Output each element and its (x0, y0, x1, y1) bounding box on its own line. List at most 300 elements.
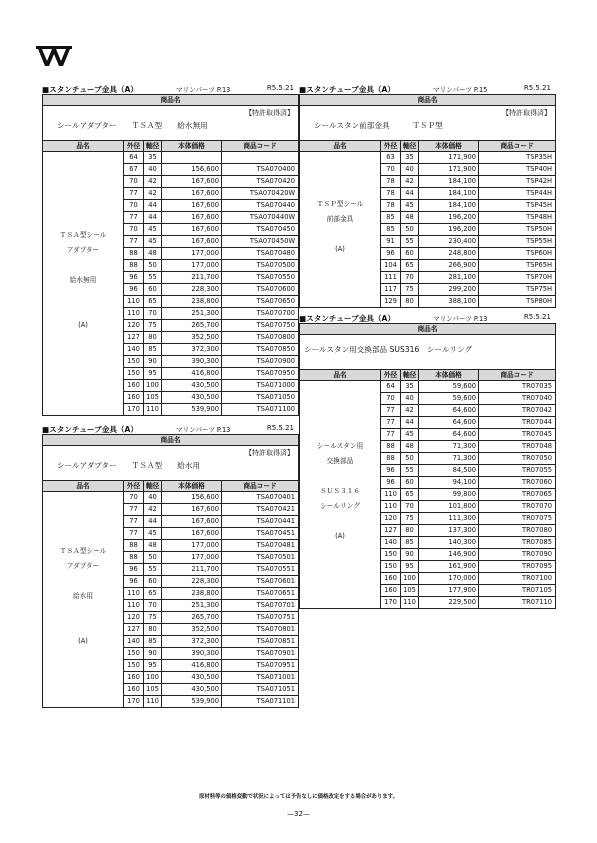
product-code: TSA071050 (222, 392, 299, 404)
price: 248,800 (419, 248, 479, 260)
product-code: TR07065 (479, 489, 556, 501)
price: 161,900 (419, 561, 479, 573)
price: 167,600 (162, 188, 222, 200)
product-code: TSP48H (479, 212, 556, 224)
shaft-diameter: 42 (401, 176, 419, 188)
outer-diameter: 160 (124, 380, 144, 392)
shaft-diameter: 50 (144, 552, 162, 564)
price: 111,300 (419, 513, 479, 525)
outer-diameter: 150 (381, 561, 401, 573)
price-table (299, 323, 556, 609)
price: 390,300 (162, 356, 222, 368)
product-code: TSA070950 (222, 368, 299, 380)
price: 352,500 (162, 624, 222, 636)
product-code: TR07055 (479, 465, 556, 477)
price: 211,700 (162, 272, 222, 284)
col-header-name: 品名 (43, 481, 124, 492)
col-header-price: 本体価格 (419, 141, 479, 152)
outer-diameter: 85 (381, 224, 401, 236)
outer-diameter: 140 (124, 636, 144, 648)
outer-diameter: 78 (381, 188, 401, 200)
product-code: TSP45H (479, 200, 556, 212)
patent-label: 【特許取得済】 (245, 449, 295, 457)
shaft-diameter: 60 (144, 576, 162, 588)
outer-diameter: 127 (124, 624, 144, 636)
outer-diameter: 110 (124, 308, 144, 320)
product-code: TSA070500 (222, 260, 299, 272)
outer-diameter: 88 (124, 248, 144, 260)
shaft-diameter: 45 (144, 236, 162, 248)
price: 177,000 (162, 260, 222, 272)
product-code: TSP44H (479, 188, 556, 200)
outer-diameter: 85 (381, 212, 401, 224)
shaft-diameter: 80 (401, 525, 419, 537)
price: 390,300 (162, 648, 222, 660)
group-line: (A) (335, 244, 345, 253)
product-code: TR07045 (479, 429, 556, 441)
product-name-header: 商品名 (300, 95, 556, 106)
outer-diameter: 160 (381, 585, 401, 597)
catalog-ref: マリンパーツ P.13 (176, 86, 231, 94)
product-code: TSP55H (479, 236, 556, 248)
outer-diameter: 96 (381, 477, 401, 489)
product-code: TSP50H (479, 224, 556, 236)
price: 84,500 (419, 465, 479, 477)
product-code: TSP60H (479, 248, 556, 260)
col-header-code: 商品コード (479, 370, 556, 381)
table-row (43, 152, 299, 164)
price: 146,900 (419, 549, 479, 561)
product-name-header: 商品名 (43, 95, 299, 106)
col-header-code: 商品コード (222, 141, 299, 152)
product-code: TSA071000 (222, 380, 299, 392)
product-code: TR07075 (479, 513, 556, 525)
col-header-code: 商品コード (222, 481, 299, 492)
shaft-diameter: 42 (401, 405, 419, 417)
col-header-name: 品名 (43, 141, 124, 152)
product-code: TR07105 (479, 585, 556, 597)
outer-diameter: 110 (124, 296, 144, 308)
price: 167,600 (162, 528, 222, 540)
group-line (45, 306, 121, 321)
shaft-diameter: 50 (144, 260, 162, 272)
shaft-diameter: 85 (401, 537, 419, 549)
price: 71,300 (419, 441, 479, 453)
product-description (43, 446, 299, 481)
outer-diameter: 88 (381, 453, 401, 465)
col-header-shaft: 軸径 (144, 141, 162, 152)
product-code: TSA071001 (222, 672, 299, 684)
outer-diameter: 88 (381, 441, 401, 453)
shaft-diameter: 42 (144, 176, 162, 188)
price: 430,500 (162, 380, 222, 392)
shaft-diameter: 50 (401, 453, 419, 465)
price: 228,300 (162, 576, 222, 588)
price: 196,200 (419, 224, 479, 236)
product-code: TR07042 (479, 405, 556, 417)
outer-diameter: 77 (381, 429, 401, 441)
outer-diameter: 170 (124, 404, 144, 416)
group-line: シールスタン用 (316, 442, 364, 450)
group-line (45, 607, 121, 622)
shaft-diameter: 70 (401, 272, 419, 284)
product-desc-text: シールスタン用交換部品 SUS316 シールリング (304, 345, 473, 354)
price: 228,300 (162, 284, 222, 296)
outer-diameter: 64 (381, 381, 401, 393)
price: 265,700 (162, 612, 222, 624)
price: 430,500 (162, 392, 222, 404)
catalog-ref: マリンパーツ P.13 (176, 426, 231, 434)
shaft-diameter: 44 (401, 417, 419, 429)
outer-diameter: 70 (381, 164, 401, 176)
price: 196,200 (419, 212, 479, 224)
product-code (222, 152, 299, 164)
shaft-diameter: 40 (401, 393, 419, 405)
outer-diameter: 160 (124, 672, 144, 684)
price: 539,900 (162, 404, 222, 416)
product-code: TSA070650 (222, 296, 299, 308)
outer-diameter: 117 (381, 284, 401, 296)
shaft-diameter: 80 (144, 332, 162, 344)
price: 177,000 (162, 540, 222, 552)
outer-diameter: 160 (381, 573, 401, 585)
outer-diameter: 110 (124, 600, 144, 612)
product-code: TSA071100 (222, 404, 299, 416)
shaft-diameter: 65 (401, 260, 419, 272)
shaft-diameter: 110 (401, 597, 419, 609)
shaft-diameter: 85 (144, 636, 162, 648)
col-header-name: 品名 (300, 370, 381, 381)
outer-diameter: 67 (124, 164, 144, 176)
group-line (45, 291, 121, 306)
outer-diameter: 110 (381, 489, 401, 501)
outer-diameter: 77 (124, 516, 144, 528)
outer-diameter: 150 (124, 660, 144, 672)
price: 167,600 (162, 504, 222, 516)
product-code: TSA070600 (222, 284, 299, 296)
price: 372,300 (162, 344, 222, 356)
shaft-diameter: 90 (144, 356, 162, 368)
group-line (302, 230, 378, 245)
outer-diameter: 88 (124, 540, 144, 552)
shaft-diameter: 70 (144, 600, 162, 612)
product-code: TSA070450 (222, 224, 299, 236)
outer-diameter: 110 (381, 501, 401, 513)
outer-diameter: 140 (381, 537, 401, 549)
col-header-name: 品名 (300, 141, 381, 152)
shaft-diameter: 42 (144, 504, 162, 516)
product-code: TR07044 (479, 417, 556, 429)
section-header (42, 424, 298, 434)
price: 352,500 (162, 332, 222, 344)
shaft-diameter: 65 (144, 588, 162, 600)
product-code: TSP42H (479, 176, 556, 188)
shaft-diameter: 105 (144, 392, 162, 404)
product-code: TSP75H (479, 284, 556, 296)
product-code: TSA070700 (222, 308, 299, 320)
price: 59,600 (419, 381, 479, 393)
product-code: TSP70H (479, 272, 556, 284)
product-code: TSA070850 (222, 344, 299, 356)
price: 167,600 (162, 224, 222, 236)
price: 64,600 (419, 417, 479, 429)
shaft-diameter: 90 (401, 549, 419, 561)
shaft-diameter: 44 (144, 516, 162, 528)
product-code: TSA070420W (222, 188, 299, 200)
outer-diameter: 96 (124, 272, 144, 284)
section-header (42, 84, 298, 94)
product-code: TSA070550 (222, 272, 299, 284)
price-table (42, 94, 299, 416)
col-header-shaft: 軸径 (401, 141, 419, 152)
outer-diameter: 150 (124, 648, 144, 660)
price: 177,000 (162, 552, 222, 564)
shaft-diameter: 100 (144, 380, 162, 392)
outer-diameter: 77 (381, 405, 401, 417)
product-code: TSA070420 (222, 176, 299, 188)
shaft-diameter: 44 (401, 188, 419, 200)
price-date: R5.5.21 (523, 84, 551, 92)
price: 140,300 (419, 537, 479, 549)
group-line (302, 472, 378, 487)
table-row (43, 492, 299, 504)
price: 230,400 (419, 236, 479, 248)
shaft-diameter: 60 (401, 477, 419, 489)
price: 171,900 (419, 164, 479, 176)
price: 71,300 (419, 453, 479, 465)
shaft-diameter: 95 (144, 660, 162, 672)
price: 64,600 (419, 429, 479, 441)
product-name-header: 商品名 (43, 435, 299, 446)
col-header-shaft: 軸径 (144, 481, 162, 492)
product-group (43, 152, 124, 416)
outer-diameter: 78 (381, 200, 401, 212)
group-line (45, 261, 121, 276)
catalog-ref: マリンパーツ P.15 (433, 86, 488, 94)
group-line: (A) (335, 532, 345, 540)
outer-diameter: 77 (124, 188, 144, 200)
shaft-diameter: 70 (401, 501, 419, 513)
outer-diameter: 77 (124, 212, 144, 224)
outer-diameter: 77 (381, 417, 401, 429)
price: 388,100 (419, 296, 479, 308)
product-code: TSA070801 (222, 624, 299, 636)
price: 167,600 (162, 200, 222, 212)
patent-label: 【特許取得済】 (245, 109, 295, 117)
group-line: 給水用 (72, 592, 94, 600)
shaft-diameter: 75 (144, 612, 162, 624)
product-code: TSA070551 (222, 564, 299, 576)
product-code: TSA070800 (222, 332, 299, 344)
shaft-diameter: 70 (144, 308, 162, 320)
shaft-diameter: 35 (401, 152, 419, 164)
price: 137,300 (419, 525, 479, 537)
outer-diameter: 64 (124, 152, 144, 164)
product-code: TSA070481 (222, 540, 299, 552)
product-code: TSP35H (479, 152, 556, 164)
outer-diameter: 88 (124, 552, 144, 564)
product-description (43, 106, 299, 141)
price: 251,300 (162, 308, 222, 320)
shaft-diameter: 45 (144, 224, 162, 236)
shaft-diameter: 40 (144, 492, 162, 504)
shaft-diameter: 42 (144, 188, 162, 200)
shaft-diameter: 45 (401, 200, 419, 212)
group-line: (A) (78, 637, 88, 645)
outer-diameter: 96 (381, 465, 401, 477)
group-line: アダプター (66, 246, 100, 254)
product-code: TSA071101 (222, 696, 299, 708)
shaft-diameter: 50 (401, 224, 419, 236)
price: 265,700 (162, 320, 222, 332)
product-code: TSA070421 (222, 504, 299, 516)
price: 101,800 (419, 501, 479, 513)
outer-diameter: 111 (381, 272, 401, 284)
shaft-diameter: 80 (144, 624, 162, 636)
outer-diameter: 91 (381, 236, 401, 248)
footer-note: 原材料等の価格変動で状況によっては予告なしに価格改定をする場合があります。 (198, 794, 399, 800)
group-line: ＴＳＡ型シール (59, 547, 107, 555)
outer-diameter: 70 (124, 492, 144, 504)
outer-diameter: 96 (124, 564, 144, 576)
col-header-od: 外径 (124, 481, 144, 492)
product-code: TSA070601 (222, 576, 299, 588)
price: 167,600 (162, 212, 222, 224)
price: 299,200 (419, 284, 479, 296)
product-group (43, 492, 124, 708)
price: 94,100 (419, 477, 479, 489)
price: 167,600 (162, 236, 222, 248)
outer-diameter: 78 (381, 176, 401, 188)
price: 211,700 (162, 564, 222, 576)
product-code: TSA070450W (222, 236, 299, 248)
product-code: TSA070440W (222, 212, 299, 224)
price: 238,800 (162, 296, 222, 308)
col-header-od: 外径 (381, 370, 401, 381)
shaft-diameter: 65 (401, 489, 419, 501)
product-code: TSA070751 (222, 612, 299, 624)
col-header-price: 本体価格 (162, 481, 222, 492)
product-code: TR07060 (479, 477, 556, 489)
product-code: TR07110 (479, 597, 556, 609)
product-group (300, 152, 381, 308)
product-code: TR07080 (479, 525, 556, 537)
price-date: R5.5.21 (266, 84, 294, 92)
product-code: TR07090 (479, 549, 556, 561)
table-row (300, 152, 556, 164)
product-code: TR07085 (479, 537, 556, 549)
price: 184,100 (419, 188, 479, 200)
price: 184,100 (419, 176, 479, 188)
col-header-price: 本体価格 (162, 141, 222, 152)
outer-diameter: 170 (381, 597, 401, 609)
product-code: TSA070851 (222, 636, 299, 648)
price (162, 152, 222, 164)
col-header-od: 外径 (124, 141, 144, 152)
product-code: TR07100 (479, 573, 556, 585)
product-desc-text: シールアダプター ＴＳＡ型 給水無用 (57, 121, 208, 130)
shaft-diameter: 75 (144, 320, 162, 332)
product-code: TSA070900 (222, 356, 299, 368)
shaft-diameter: 110 (144, 404, 162, 416)
outer-diameter: 160 (124, 392, 144, 404)
price: 156,600 (162, 492, 222, 504)
price: 170,000 (419, 573, 479, 585)
group-line (302, 517, 378, 532)
product-code: TSA071051 (222, 684, 299, 696)
shaft-diameter: 35 (144, 152, 162, 164)
shaft-diameter: 40 (144, 164, 162, 176)
product-code: TSP40H (479, 164, 556, 176)
price: 177,900 (419, 585, 479, 597)
price: 372,300 (162, 636, 222, 648)
shaft-diameter: 48 (144, 540, 162, 552)
shaft-diameter: 105 (401, 585, 419, 597)
outer-diameter: 120 (381, 513, 401, 525)
product-code: TSP65H (479, 260, 556, 272)
price: 177,000 (162, 248, 222, 260)
shaft-diameter: 100 (144, 672, 162, 684)
outer-diameter: 129 (381, 296, 401, 308)
shaft-diameter: 48 (144, 248, 162, 260)
product-description (300, 106, 556, 141)
shaft-diameter: 80 (401, 296, 419, 308)
outer-diameter: 160 (124, 684, 144, 696)
section-title: ■スタンチューブ金具（A） (299, 314, 395, 323)
product-desc-text: シールアダプター ＴＳＡ型 給水用 (57, 461, 201, 470)
section-title: ■スタンチューブ金具（A） (42, 85, 138, 94)
outer-diameter: 150 (381, 549, 401, 561)
product-code: TR07050 (479, 453, 556, 465)
price: 281,100 (419, 272, 479, 284)
patent-label: 【特許取得済】 (502, 109, 552, 117)
group-line: ＳＵＳ３１６ (319, 487, 361, 495)
shaft-diameter: 100 (401, 573, 419, 585)
col-header-od: 外径 (381, 141, 401, 152)
outer-diameter: 170 (124, 696, 144, 708)
product-code: TSA070401 (222, 492, 299, 504)
shaft-diameter: 55 (401, 465, 419, 477)
product-code: TSA070451 (222, 528, 299, 540)
product-code: TR07095 (479, 561, 556, 573)
shaft-diameter: 65 (144, 296, 162, 308)
price: 430,500 (162, 672, 222, 684)
outer-diameter: 127 (124, 332, 144, 344)
group-line: ＴＳＰ型シール (316, 199, 364, 208)
price-table (42, 434, 299, 708)
product-code: TSA070901 (222, 648, 299, 660)
shaft-diameter: 40 (401, 164, 419, 176)
price: 99,800 (419, 489, 479, 501)
group-line: (A) (78, 321, 88, 329)
product-code: TSA070440 (222, 200, 299, 212)
price: 171,900 (419, 152, 479, 164)
shaft-diameter: 55 (144, 272, 162, 284)
outer-diameter: 150 (124, 356, 144, 368)
outer-diameter: 120 (124, 320, 144, 332)
product-code: TR07070 (479, 501, 556, 513)
shaft-diameter: 75 (401, 513, 419, 525)
shaft-diameter: 95 (401, 561, 419, 573)
group-line: シールリング (320, 502, 360, 510)
company-logo (36, 44, 72, 68)
price: 416,800 (162, 660, 222, 672)
section-title: ■スタンチューブ金具（A） (42, 425, 138, 434)
price: 64,600 (419, 405, 479, 417)
outer-diameter: 96 (124, 576, 144, 588)
product-code: TR07048 (479, 441, 556, 453)
outer-diameter: 88 (124, 260, 144, 272)
